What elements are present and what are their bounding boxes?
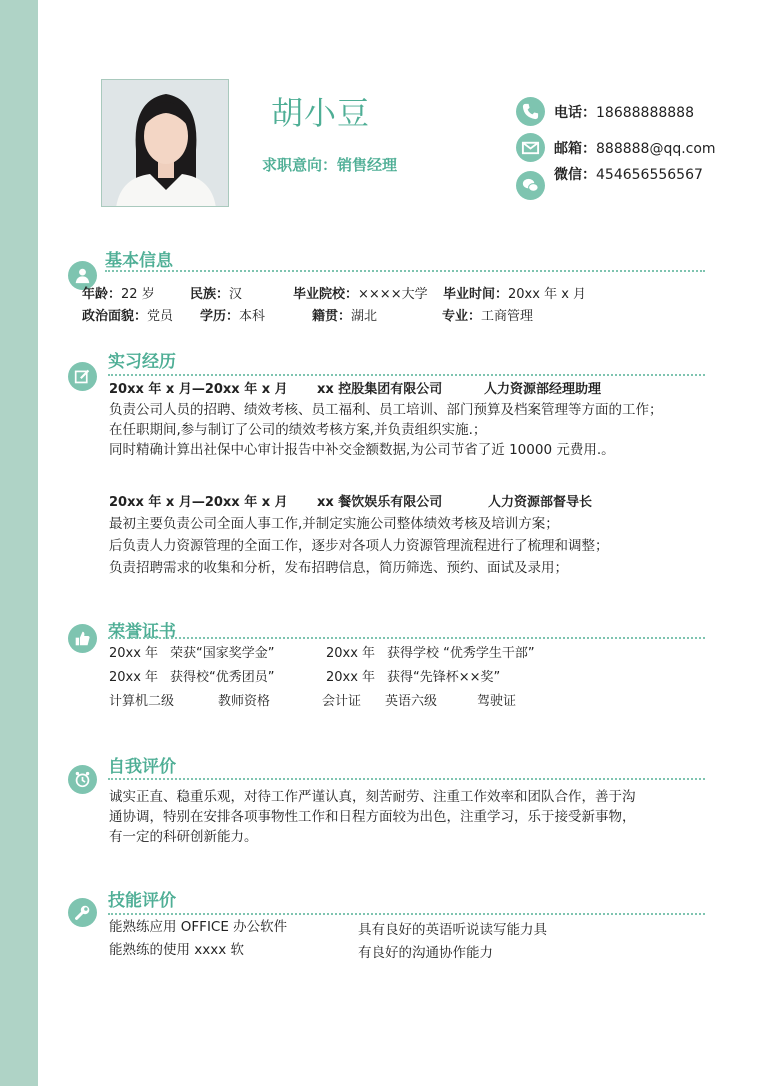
section-title-skills: 技能评价 <box>108 891 176 911</box>
thumbs-up-icon <box>68 624 97 653</box>
job1-line: 在任职期间,参与制订了公司的绩效考核方案,并负责组织实施.； <box>109 422 487 438</box>
self-eval-line: 诚实正直、稳重乐观，对待工作严谨认真，刻苦耐劳、注重工作效率和团队合作，善于沟 <box>109 789 636 805</box>
basic-school: 毕业院校：××××大学 <box>293 287 428 302</box>
contact-wechat <box>516 167 756 201</box>
email-value: 888888@qq.com <box>596 141 716 157</box>
section-divider <box>108 778 705 780</box>
job2-line: 负责招聘需求的收集和分析，发布招聘信息，简历筛选、预约、面试及录用； <box>109 560 568 576</box>
certificate: 驾驶证 <box>477 694 517 709</box>
phone-icon <box>516 97 545 126</box>
contact-email <box>516 133 756 163</box>
phone-value: 18688888888 <box>596 105 694 121</box>
basic-grad: 毕业时间：20xx 年 x 月 <box>443 287 587 302</box>
section-divider <box>105 270 705 272</box>
certificate: 英语六级 <box>385 694 438 709</box>
section-divider <box>108 637 705 639</box>
certificate: 计算机二级 <box>109 694 175 709</box>
skill-item: 具有良好的英语听说读写能力具 <box>358 922 547 938</box>
section-divider <box>108 374 705 376</box>
section-title-basic: 基本信息 <box>105 251 173 271</box>
candidate-name: 胡小豆 <box>271 94 371 132</box>
job2-line: 最初主要负责公司全面人事工作,并制定实施公司整体绩效考核及培训方案； <box>109 516 559 532</box>
phone-label: 电话： <box>554 105 596 121</box>
self-eval-line: 有一定的科研创新能力。 <box>109 829 258 845</box>
skill-item: 有良好的沟通协作能力 <box>358 945 493 961</box>
job1-line: 负责公司人员的招聘、绩效考核、员工福利、员工培训、部门预算及档案管理等方面的工作； <box>109 402 663 418</box>
wechat-label: 微信： <box>554 167 596 183</box>
alarm-clock-icon <box>68 765 97 794</box>
job1-position: 人力资源部经理助理 <box>484 382 602 397</box>
honor-year: 20xx 年 <box>109 646 159 661</box>
job1-line: 同时精确计算出社保中心审计报告中补交金额数据,为公司节省了近 10000 元费用.。 <box>109 442 615 458</box>
wechat-value: 454656556567 <box>596 167 703 183</box>
section-title-internship: 实习经历 <box>108 352 176 372</box>
honor-item: 荣获“国家奖学金” <box>170 646 275 661</box>
honor-year: 20xx 年 <box>326 646 376 661</box>
profile-photo <box>101 79 229 207</box>
edit-icon <box>68 362 97 391</box>
honor-year: 20xx 年 <box>109 670 159 685</box>
self-eval-line: 通协调，特别在安排各项事物性工作和日程方面较为出色，注重学习，乐于接受新事物， <box>109 809 636 825</box>
basic-ethnic: 民族：汉 <box>190 287 243 302</box>
honor-item: 获得“先锋杯××奖” <box>387 670 501 685</box>
honor-item: 获得校“优秀团员” <box>170 670 275 685</box>
section-title-self: 自我评价 <box>108 757 176 777</box>
certificate: 教师资格 <box>218 694 271 709</box>
honor-item: 获得学校 “优秀学生干部” <box>387 646 535 661</box>
contact-phone <box>516 97 756 127</box>
job2-company: xx 餐饮娱乐有限公司 <box>317 495 443 510</box>
honor-year: 20xx 年 <box>326 670 376 685</box>
basic-origin: 籍贯：湖北 <box>312 309 378 324</box>
certificate: 会计证 <box>322 694 362 709</box>
basic-major: 专业：工商管理 <box>442 309 534 324</box>
left-accent-bar <box>0 0 38 1086</box>
skill-item: 能熟练应用 OFFICE 办公软件 <box>109 919 288 935</box>
skill-item: 能熟练的使用 xxxx 软 <box>109 942 245 958</box>
job1-company: xx 控股集团有限公司 <box>317 382 443 397</box>
job2-line: 后负责人力资源管理的全面工作，逐步对各项人力资源管理流程进行了梳理和调整； <box>109 538 609 554</box>
job-objective: 求职意向：销售经理 <box>262 156 398 174</box>
wrench-icon <box>68 898 97 927</box>
basic-education: 学历：本科 <box>200 309 266 324</box>
email-icon <box>516 133 545 162</box>
basic-political: 政治面貌：党员 <box>82 309 174 324</box>
section-title-honors: 荣誉证书 <box>108 622 176 642</box>
job2-period: 20xx 年 x 月—20xx 年 x 月 <box>109 495 288 510</box>
email-label: 邮箱： <box>554 141 596 157</box>
job1-period: 20xx 年 x 月—20xx 年 x 月 <box>109 382 288 397</box>
basic-age: 年龄：22 岁 <box>82 287 155 302</box>
wechat-icon <box>516 171 545 200</box>
job2-position: 人力资源部督导长 <box>488 495 593 510</box>
portrait-image <box>102 80 229 207</box>
